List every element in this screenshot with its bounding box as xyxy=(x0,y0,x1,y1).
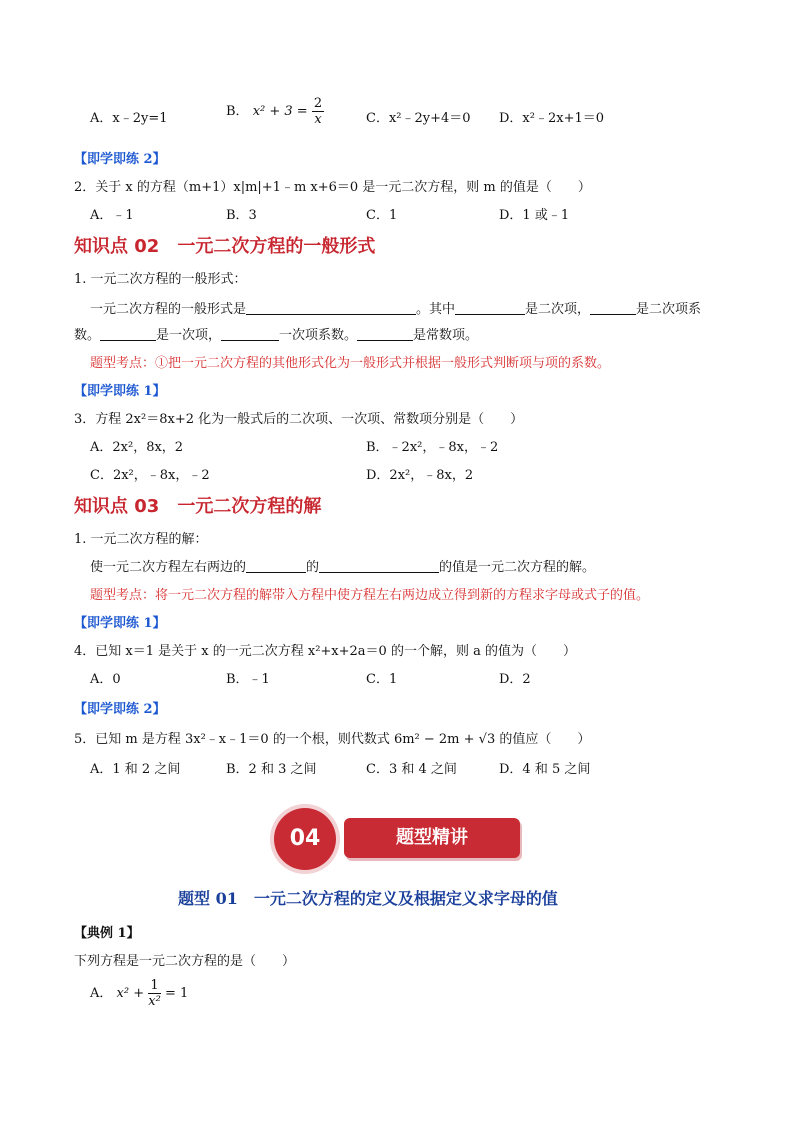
q4-option-d: D．2 xyxy=(499,672,531,687)
kp02-title: 知识点 02 一元二次方程的一般形式 xyxy=(74,236,376,257)
blank-linear-term[interactable] xyxy=(100,326,156,341)
q3-option-b: B．﹣2x²，﹣8x，﹣2 xyxy=(366,440,499,455)
practice-label-2a: 【即学即练 2】 xyxy=(74,152,166,167)
q1-option-b xyxy=(226,96,324,127)
kp02-line2-c: 是二次项， xyxy=(525,302,591,317)
kp03-line2-b: 的 xyxy=(306,560,320,575)
example1-option-a-num: 1 xyxy=(148,978,161,994)
example1-option-a-expr: x² + xyxy=(116,986,145,1001)
q5-option-b: B．2 和 3 之间 xyxy=(226,762,317,777)
q1-option-b-fraction xyxy=(312,96,324,127)
kp02-line2 xyxy=(90,298,701,317)
q1-option-b-expr: x² + 3 = xyxy=(252,104,308,119)
q3-option-d: D．2x²，﹣8x，2 xyxy=(366,468,474,483)
kp03-note: 题型考点：将一元二次方程的解带入方程中使方程左右两边成立得到新的方程求字母或式子的值。 xyxy=(90,588,650,603)
kp03-line2-a: 使一元二次方程左右两边的 xyxy=(90,560,247,575)
example1-option-a xyxy=(90,978,188,1009)
q1-option-b-den: x xyxy=(314,112,322,127)
q4-option-b: B．﹣1 xyxy=(226,672,270,687)
q1-option-c: C．x²﹣2y+4＝0 xyxy=(366,111,471,126)
kp02-line1: 1. 一元二次方程的一般形式： xyxy=(74,272,247,287)
q1-option-a: A．x﹣2y=1 xyxy=(90,111,168,126)
kp03-title: 知识点 03 一元二次方程的解 xyxy=(74,496,322,517)
kp03-line2-c: 的值是一元二次方程的解。 xyxy=(439,560,596,575)
q2-option-c: C．1 xyxy=(366,208,398,223)
q5-option-a: A．1 和 2 之间 xyxy=(90,762,181,777)
example1-option-a-fraction xyxy=(148,978,161,1009)
blank-constant-term[interactable] xyxy=(357,326,413,341)
blank-general-form[interactable] xyxy=(246,300,416,315)
q5-option-d: D．4 和 5 之间 xyxy=(499,762,591,777)
kp02-practice-label: 【即学即练 1】 xyxy=(74,384,166,399)
q4-option-a: A．0 xyxy=(90,672,121,687)
q2-stem: 2．关于 x 的方程（m+1）x|m|+1﹣m x+6＝0 是一元二次方程，则 m 的值是（ ） xyxy=(74,180,591,195)
q4-option-c: C．1 xyxy=(366,672,398,687)
q5-option-c: C．3 和 4 之间 xyxy=(366,762,457,777)
example1-label: 【典例 1】 xyxy=(74,926,140,941)
q1-option-d: D．x²﹣2x+1＝0 xyxy=(499,111,605,126)
q5-stem: 5．已知 m 是方程 3x²﹣x﹣1＝0 的一个根，则代数式 6m² − 2m + √3 的值应（ ） xyxy=(74,732,591,747)
kp02-line3-b: 是一次项， xyxy=(156,328,222,343)
q1-option-b-num: 2 xyxy=(313,96,323,111)
kp02-line3-a: 数。 xyxy=(74,328,101,343)
blank-quadratic-coef[interactable] xyxy=(590,300,636,315)
kp02-line2-b: 。其中 xyxy=(416,302,456,317)
kp02-line2-d: 是二次项系 xyxy=(636,302,702,317)
blank-linear-coef[interactable] xyxy=(221,326,279,341)
q2-option-a: A．﹣1 xyxy=(90,208,134,223)
section-label-badge: 题型精讲 xyxy=(344,818,520,858)
q2-option-d: D．1 或﹣1 xyxy=(499,208,570,223)
kp02-line3 xyxy=(74,324,478,343)
kp02-line3-c: 一次项系数。 xyxy=(279,328,358,343)
q4-stem: 4．已知 x＝1 是关于 x 的一元二次方程 x²+x+2a＝0 的一个解，则 a 的值为（ ） xyxy=(74,644,576,659)
kp03-line2 xyxy=(90,556,595,575)
q1-option-b-label: B． xyxy=(226,104,249,119)
blank-sides[interactable] xyxy=(246,558,306,573)
kp02-note: 题型考点：①把一元二次方程的其他形式化为一般形式并根据一般形式判断项与项的系数。 xyxy=(90,356,611,371)
section-number-badge: 04 xyxy=(274,808,336,870)
q3-stem: 3．方程 2x²＝8x+2 化为一般式后的二次项、一次项、常数项分别是（ ） xyxy=(74,412,524,427)
topic01-title: 题型 01 一元二次方程的定义及根据定义求字母的值 xyxy=(178,889,558,908)
kp03-line1: 1. 一元二次方程的解： xyxy=(74,532,208,547)
kp02-line3-d: 是常数项。 xyxy=(413,328,479,343)
q2-option-b: B．3 xyxy=(226,208,257,223)
blank-unknown[interactable] xyxy=(319,558,439,573)
example1-option-a-den: x² xyxy=(148,994,161,1009)
example1-option-a-rhs: = 1 xyxy=(164,986,189,1001)
blank-quadratic-term[interactable] xyxy=(455,300,525,315)
q3-option-a: A．2x²，8x，2 xyxy=(90,440,184,455)
example1-stem: 下列方程是一元二次方程的是（ ） xyxy=(74,954,296,969)
example1-option-a-label: A． xyxy=(90,986,113,1001)
q3-option-c: C．2x²，﹣8x，﹣2 xyxy=(90,468,210,483)
kp03-practice2-label: 【即学即练 2】 xyxy=(74,702,166,717)
kp02-line2-a: 一元二次方程的一般形式是 xyxy=(90,302,247,317)
kp03-practice1-label: 【即学即练 1】 xyxy=(74,616,166,631)
